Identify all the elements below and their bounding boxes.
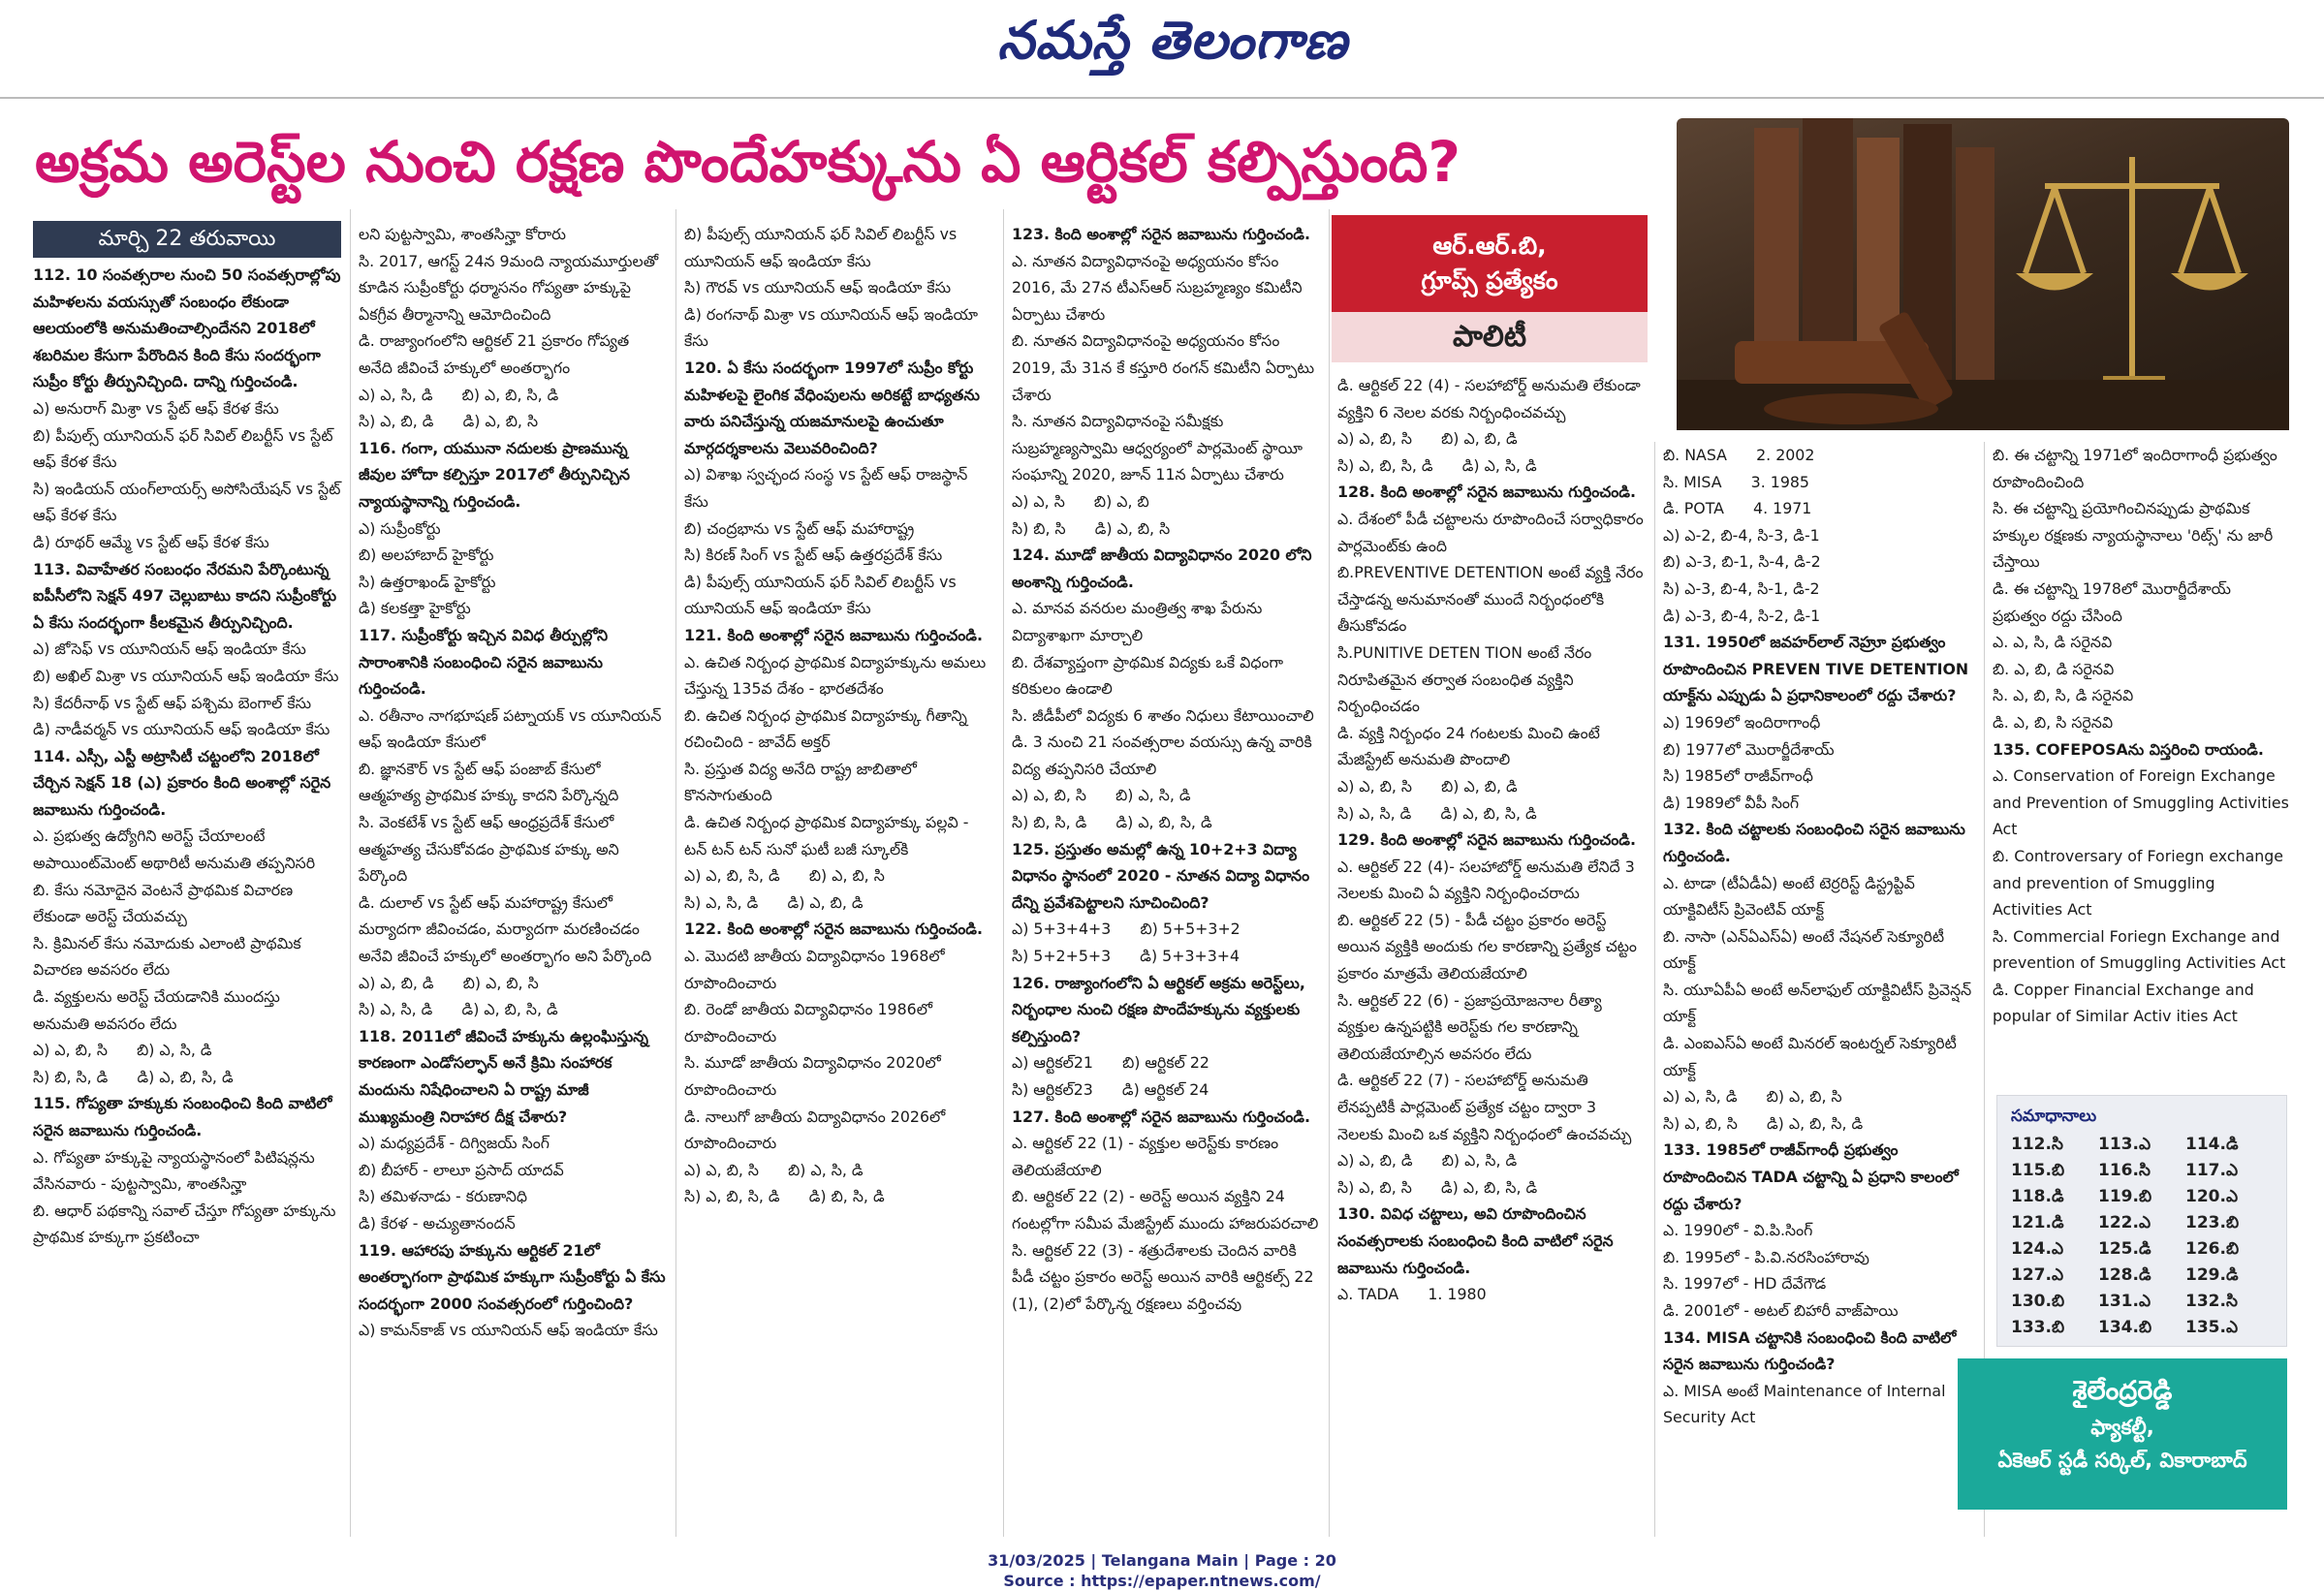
option-text: డి. వ్యక్తులను అరెస్ట్ చేయడానికి ముందస్తు అనుమతి అవసరం లేదు (33, 987, 285, 1033)
answers-grid (2011, 1133, 2273, 1340)
option-text: సి) గౌరవ్ vs యూనియన్ ఆఫ్ ఇండియా కేసు (684, 278, 952, 297)
answer-key-item: 116.సి (2098, 1161, 2151, 1180)
question-text: 129. కింది అంశాల్లో సరైన జవాబును గుర్తించండి. (1337, 830, 1636, 850)
option-pair: ఎ) ఎ, సి, డి బి) ఎ, బి, సి, డి (359, 385, 559, 404)
column-6 (1663, 442, 1975, 1541)
option-text: ఎ. Conservation of Foreign Exchange and Prevention of Smuggling Activities Act (1993, 766, 2294, 839)
answers-box (1996, 1095, 2287, 1347)
option-text: డి) రూథర్ ఆమ్మే vs స్టేట్ ఆఫ్ కేరళ కేసు (33, 532, 269, 551)
option-text: డి) కలకత్తా హైకోర్టు (359, 599, 471, 618)
option-text: ఎ. టాడా (టీఏడీఏ) అంటే టెర్రరిస్ట్ డిస్ట్రప్టివ్ యాక్టివిటీస్ ప్రివెంటివ్ యాక్ట్ (1663, 873, 1920, 920)
answers-title: సమాధానాలు (2011, 1107, 2097, 1126)
option-text: బి. ఈ చట్టాన్ని 1971లో ఇందిరాగాంధీ ప్రభుత్వం రూపొందించింది (1993, 446, 2282, 491)
option-text: ఎ. ఆర్టికల్ 22 (1) - వ్యక్తుల అరెస్ట్‌కు కారణం తెలియజేయాలి (1012, 1134, 1284, 1179)
option-text: ఎ. ఎ, సి, డి సరైనవి (1993, 633, 2113, 652)
column-3-body (684, 221, 994, 1210)
answer-key-item: 131.ఎ (2098, 1292, 2151, 1311)
column-1 (33, 221, 346, 1541)
option-text: సి. ఆర్టికల్ 22 (6) - ప్రజాప్రయోజనాల రీత్యా వ్యక్తుల ఉన్నపట్టికి అరెస్ట్‌కు గల కారణాన్ని తెలియజేయాల్సిన అవసరం లేదు (1337, 990, 1607, 1063)
column-4-body (1012, 221, 1320, 1317)
option-text: డి. 2001లో - అటల్ బిహారీ వాజ్‌పాయి (1663, 1301, 1899, 1320)
column-2 (359, 221, 672, 1541)
rubric-line-1: ఆర్.ఆర్.బి, (1432, 232, 1547, 260)
option-text: బి) అలహాబాద్ హైకోర్టు (359, 546, 494, 565)
option-text: డి) పీపుల్స్ యూనియన్ ఫర్ సివిల్ లిబర్టీస్ vs యూనియన్ ఆఫ్ ఇండియా కేసు (684, 572, 961, 618)
option-pair: ఎ) ఎ, సి బి) ఎ, బి (1012, 491, 1149, 511)
option-text: సి.PUNITIVE DETEN TION అంటే నేరం నిరూపితమైన తర్వాత సంబంధిత వ్యక్తిని నిర్బంధించడం (1337, 642, 1597, 716)
question-text: 123. కింది అంశాల్లో సరైన జవాబును గుర్తించండి. (1012, 225, 1310, 243)
option-text: సి. Commercial Foriegn Exchange and prevention of Smuggling Activities Act (1993, 926, 2286, 973)
page-footer (0, 1550, 2324, 1591)
option-text: ఎ. TADA 1. 1980 (1337, 1285, 1487, 1304)
option-text: బి. నాసా (ఎన్ఏఎస్ఏ) అంటే నేషనల్ సెక్యూరిటీ యాక్ట్ (1663, 926, 1950, 973)
question-text: 130. వివిధ చట్టాలు, అవి రూపొందించిన సంవత్సరాలకు సంబంధించి కింది వాటిలో సరైన జవాబును గుర్తించండి. (1337, 1204, 1619, 1277)
option-text: బి. నూతన విద్యావిధానంపై అధ్యయనం కోసం 2019, మే 31న కే కస్తూరి రంగన్ కమిటీని ఏర్పాటు చేశారు (1012, 331, 1320, 404)
answer-key-item: 127.ఎ (2011, 1265, 2064, 1285)
footer-date-edition: 31/03/2025 | Telangana Main | Page : 20 (988, 1551, 1336, 1570)
option-text: సి. నూతన విద్యావిధానంపై సమీక్షకు సుబ్రహ్మణ్యస్వామి ఆధ్వర్యంలో పార్లమెంట్ స్థాయీ సంఘాన్ని 2020, జూన్ 11న ఏర్పాటు చేశారు (1012, 412, 1307, 484)
author-byline (1958, 1358, 2287, 1510)
answer-key-item: 135.ఎ (2185, 1318, 2239, 1337)
option-text: డి. ఆర్టికల్ 22 (7) - సలహాబోర్డ్ అనుమతి లేనప్పటికీ పార్లమెంట్ ప్రత్యేక చట్టం ద్వారా 3 నెలలకు మించి ఒక వ్యక్తిని నిర్బంధంలో ఉంచవచ్చు (1337, 1071, 1632, 1143)
option-text: బి.PREVENTIVE DETENTION అంటే వ్యక్తి నేరం చేస్తాడన్న అనుమానంతో ముందే నిర్బంధంలోకి తీసుకోవడం (1337, 563, 1649, 636)
option-text: ఎ. రతీనాం నాగభూషణ్ పట్నాయక్ vs యూనియన్ ఆఫ్ ఇండియా కేసులో (359, 705, 667, 752)
answer-key-item: 114.డి (2185, 1135, 2239, 1154)
option-text: బి) 1977లో మొరార్జీదేశాయ్ (1663, 739, 1835, 759)
option-text: ఎ. ప్రభుత్వ ఉద్యోగిని అరెస్ట్ చేయాలంటే అపాయింట్‌మెంట్ అథారిటీ అనుమతి తప్పనిసరి (33, 827, 316, 873)
top-divider (0, 97, 2324, 99)
option-text: సి. వెంకటేశ్ vs స్టేట్ ఆఫ్ ఆంధ్రప్రదేశ్ కేసులో ఆత్మహత్య చేసుకోవడం ప్రాథమిక హక్కు అని పేర్కొంది (359, 813, 624, 886)
column-4 (1012, 221, 1320, 1541)
option-text: ఎ) జోసెఫ్ vs యూనియన్ ఆఫ్ ఇండియా కేసు (33, 640, 306, 659)
column-divider (675, 209, 676, 1537)
option-text: సి) కిరణ్ సింగ్ vs స్టేట్ ఆఫ్ ఉత్తరప్రదేశ్ కేసు (684, 546, 943, 565)
question-text: 127. కింది అంశాల్లో సరైన జవాబును గుర్తించండి. (1012, 1107, 1310, 1126)
option-text: ఎ. మానవ వనరుల మంత్రిత్వ శాఖ పేరును విద్యాశాఖగా మార్చాలి (1012, 599, 1268, 644)
option-text: బి. ఆర్టికల్ 22 (5) - పీడీ చట్టం ప్రకారం అరెస్ట్ అయిన వ్యక్తికి అందుకు గల కారణాన్ని ప్రత్యేక చట్టం ప్రకారం మాత్రమే తెలియజేయాలి (1337, 910, 1642, 983)
option-text: ఎ. ఉచిత నిర్బంధ ప్రాథమిక విద్యాహక్కును అమలు చేస్తున్న 135వ దేశం - భారతదేశం (684, 652, 991, 699)
option-text: సి. ఈ చట్టాన్ని ప్రయోగించినప్పుడు ప్రాథమిక హక్కుల రక్షణకు న్యాయస్థానాలు 'రిట్స్' ను జారీ చేస్తాయి (1993, 499, 2278, 572)
answer-key-item: 118.డి (2011, 1187, 2064, 1206)
question-text: 120. ఏ కేసు సందర్భంగా 1997లో సుప్రీం కోర్టు మహిళలపై లైంగిక వేధింపులను అరికట్టే బాధ్యతను వారు పనిచేస్తున్న యజమానులపై ఉంచుతూ మార్గదర్శకాలను వెలువరించింది? (684, 358, 986, 457)
option-text: డి. Copper Financial Exchange and popular of Similar Activ ities Act (1993, 980, 2259, 1026)
headline: అక్రమ అరెస్ట్‌ల నుంచి రక్షణ పొందేహక్కును ఏ ఆర్టికల్ కల్పిస్తుంది? (35, 129, 1461, 195)
option-text: ఎ. మొదటి జాతీయ విద్యావిధానం 1968లో రూపొందించారు (684, 947, 950, 992)
answer-key-item: 134.బి (2098, 1318, 2152, 1337)
option-text: డి) 1989లో వీపీ సింగ్ (1663, 793, 1800, 812)
question-text: 112. 10 సంవత్సరాల నుంచి 50 సంవత్సరాల్లోపు మహిళలను వయస్సుతో సంబంధం లేకుండా ఆలయంలోకి అనుమతించాల్సిందేనని 2018లో శబరిమల కేసుగా పేరొందిన కింది కేసు సందర్భంగా సుప్రీం కోర్టు తీర్పునిచ్చింది. దాన్ని గుర్తించండి. (33, 265, 346, 391)
question-text: 133. 1985లో రాజీవ్‌గాంధీ ప్రభుత్వం రూపొందించిన TADA చట్టాన్ని ఏ ప్రధాని కాలంలో రద్దు చేశారు? (1663, 1140, 1964, 1213)
option-text: బి) బీహార్ - లాలూ ప్రసాద్ యాదవ్ (359, 1160, 564, 1179)
option-text: ఎ. దేశంలో పీడీ చట్టాలను రూపొందించే సర్వాధికారం పార్లమెంట్‌కు ఉంది (1337, 509, 1649, 555)
option-text: సి. ఎ, బి, సి, డి సరైనవి (1993, 686, 2134, 705)
option-text: బి. ఆధార్ పథకాన్ని సవాల్ చేస్తూ గోప్యతా హక్కును ప్రాథమిక హక్కుగా ప్రకటించా (33, 1201, 341, 1247)
option-text: డి. ఈ చట్టాన్ని 1978లో మొరార్జీదేశాయ్ ప్రభుత్వం రద్దు చేసింది (1993, 578, 2236, 625)
option-text: బి. కేసు నమోదైన వెంటనే ప్రాథమిక విచారణ లేకుండా అరెస్ట్ చేయవచ్చు (33, 880, 298, 926)
question-text: 113. వివాహేతర సంబంధం నేరమని పేర్కొంటున్న ఐపీసీలోని సెక్షన్ 497 చెల్లుబాటు కాదని సుప్రీంకోర్టు ఏ కేసు సందర్భంగా కీలకమైన తీర్పునిచ్చింది. (33, 559, 342, 632)
option-text: సి. ఆర్టికల్ 22 (3) - శత్రుదేశాలకు చెందిన వారికి పీడీ చట్టం ప్రకారం అరెస్ట్ అయిన వారికి ఆర్టికల్స్ 22 (1), (2)లో పేర్కొన్న రక్షణలు వర్తించవు (1012, 1240, 1319, 1313)
column-7-body (1993, 442, 2294, 1030)
option-text: ఎ) మధ్యప్రదేశ్ - దిగ్విజయ్ సింగ్ (359, 1134, 550, 1153)
section-header: మార్చి 22 తరువాయి (33, 221, 341, 258)
option-text: ఎ) కామన్‌కాజ్ vs యూనియన్ ఆఫ్ ఇండియా కేసు (359, 1321, 658, 1340)
option-text: డి. నాలుగో జాతీయ విద్యావిధానం 2026లో రూపొందించారు (684, 1107, 951, 1153)
question-text: 117. సుప్రీంకోర్టు ఇచ్చిన వివిధ తీర్పుల్లోని సారాంశానికి సంబంధించి సరైన జవాబును గుర్తించండి. (359, 625, 613, 699)
question-text: 114. ఎస్సీ, ఎస్టీ అట్రాసిటీ చట్టంలోని 2018లో చేర్చిన సెక్షన్ 18 (ఎ) ప్రకారం కింది అంశాల్లో సరైన జవాబును గుర్తించండి. (33, 746, 336, 819)
option-text: డి. ఆర్టికల్ 22 (4) - సలహాబోర్డ్ అనుమతి లేకుండా వ్యక్తిని 6 నెలల వరకు నిర్బంధించవచ్చు (1337, 376, 1646, 421)
option-text: ఎ. ఆర్టికల్ 22 (4)- సలహాబోర్డ్ అనుమతి లేనిదే 3 నెలలకు మించి ఏ వ్యక్తిని నిర్బంధించరాదు (1337, 857, 1640, 903)
option-text: బి. NASA 2. 2002 (1663, 446, 1815, 464)
column-divider (350, 209, 351, 1537)
option-text: బి. 1995లో - పి.వి.నరసింహారావు (1663, 1247, 1869, 1266)
answer-key-item: 117.ఎ (2185, 1161, 2239, 1180)
option-text: లని పుట్టస్వామి, శాంతసిన్హా కోరారు (359, 225, 566, 243)
scales-gavel-books-icon (1677, 118, 2289, 430)
option-text: సి) ఉత్తరాఖండ్ హైకోర్టు (359, 572, 496, 591)
question-text: 115. గోప్యతా హక్కుకు సంబంధించి కింది వాటిలో సరైన జవాబును గుర్తించండి. (33, 1094, 337, 1139)
author-name: శైలేంద్రరెడ్డి (2072, 1376, 2173, 1406)
option-text: బి) పీపుల్స్ యూనియన్ ఫర్ సివిల్ లిబర్టీస్ vs స్టేట్ ఆఫ్ కేరళ కేసు (33, 425, 338, 472)
option-text: సి. ప్రస్తుత విద్య అనేది రాష్ట్ర జాబితాలో కొనసాగుతుంది (684, 759, 922, 805)
series-rubric (1332, 215, 1648, 362)
option-pair: సి) ఎ, సి, డి డి) ఎ, బి, డి (684, 892, 864, 912)
column-2-body (359, 221, 672, 1344)
option-pair: సి) బి, సి, డి డి) ఎ, బి, సి, డి (1012, 813, 1212, 832)
option-text: డి. 3 నుంచి 21 సంవత్సరాల వయస్సు ఉన్న వారికి విద్య తప్పనిసరి చేయాలి (1012, 733, 1317, 778)
answer-key-item: 113.ఎ (2098, 1135, 2151, 1154)
option-pair: ఎ) ఎ, సి, డి బి) ఎ, బి, సి (1663, 1087, 1842, 1107)
answer-key-item: 122.ఎ (2098, 1213, 2151, 1232)
column-7 (1993, 442, 2294, 1085)
answer-key-item: 119.బి (2098, 1187, 2152, 1206)
option-text: సి. 2017, ఆగస్ట్ 24న 9మంది న్యాయమూర్తులతో కూడిన సుప్రీంకోర్టు ధర్మాసనం గోప్యతా హక్కుపై ఏకగ్రీవ తీర్మానాన్ని ఆమోదించింది (359, 251, 664, 324)
answer-key-item: 133.బి (2011, 1318, 2065, 1337)
option-pair: సి) ఎ, సి, డి డి) ఎ, బి, సి, డి (1337, 803, 1537, 823)
option-text: డి. POTA 4. 1971 (1663, 499, 1812, 518)
option-text: డి. ఉచిత నిర్బంధ ప్రాథమిక విద్యాహక్కు పల్లవి - టన్ టన్ టన్ సునో ఘటీ బజీ స్కూల్‌కి (684, 813, 974, 858)
option-text: బి) పీపుల్స్ యూనియన్ ఫర్ సివిల్ లిబర్టీస్ vs యూనియన్ ఆఫ్ ఇండియా కేసు (684, 225, 962, 270)
question-text: 128. కింది అంశాల్లో సరైన జవాబును గుర్తించండి. (1337, 483, 1636, 502)
answer-key-item: 129.డి (2185, 1265, 2239, 1285)
column-divider (1003, 209, 1004, 1537)
rubric-subject: పాలిటీ (1332, 312, 1648, 362)
option-pair: సి) ఎ, బి, డి డి) ఎ, బి, సి (359, 412, 539, 431)
option-pair: ఎ) ఎ, బి, సి బి) ఎ, సి, డి (1012, 786, 1191, 805)
option-text: సి) 1985లో రాజీవ్‌గాంధీ (1663, 766, 1813, 786)
answer-key-item: 121.డి (2011, 1213, 2064, 1232)
option-text: ఎ. నూతన విద్యావిధానంపై అధ్యయనం కోసం 2016, మే 27న టీఎస్ఆర్ సుబ్రహ్మణ్యం కమిటీని ఏర్పాటు చేశారు (1012, 251, 1307, 324)
option-text: సి. క్రిమినల్ కేసు నమోదుకు ఎలాంటి ప్రాథమిక విచారణ అవసరం లేదు (33, 933, 306, 980)
option-text: సి) ఎ-3, బి-4, సి-1, డి-2 (1663, 578, 1820, 598)
question-text: 134. MISA చట్టానికి సంబంధించి కింది వాటిలో సరైన జవాబును గుర్తించండి? (1663, 1327, 1962, 1374)
option-text: సి) కేదరీనాథ్ vs స్టేట్ ఆఫ్ పశ్చిమ బెంగాల్ కేసు (33, 693, 312, 712)
question-text: 124. మూడో జాతీయ విద్యావిధానం 2020 లోని అంశాన్ని గుర్తించండి. (1012, 546, 1317, 591)
option-text: బి. ఎ, బి, డి సరైనవి (1993, 659, 2115, 678)
column-5-body (1337, 372, 1649, 1308)
option-text: డి. దులాల్ vs స్టేట్ ఆఫ్ మహారాష్ట్ర కేసులో మర్యాదగా జీవించడం, మర్యాదగా మరణించడం అనేవి జీవించే హక్కులో అంతర్భాగం అని పేర్కొంది (359, 892, 652, 966)
option-text: ఎ) సుప్రీంకోర్టు (359, 518, 441, 538)
option-text: సి) తమిళనాడు - కరుణానిధి (359, 1187, 528, 1206)
question-text: 125. ప్రస్తుతం అమల్లో ఉన్న 10+2+3 విద్యా విధానం స్థానంలో 2020 - నూతన విద్యా విధానం దేన్ని ప్రవేశపెట్టాలని సూచించింది? (1012, 839, 1315, 912)
option-text: బి. Controversary of Foriegn exchange and prevention of Smuggling Activities Act (1993, 846, 2289, 920)
option-pair: ఎ) ఎ, బి, సి బి) ఎ, సి, డి (33, 1041, 212, 1060)
answer-key-item: 123.బి (2185, 1213, 2240, 1232)
option-pair: ఎ) ఎ, బి, డి బి) ఎ, బి, సి (359, 973, 539, 992)
question-text: 116. గంగా, యమునా నదులకు ప్రాణమున్న జీవుల హోదా కల్పిస్తూ 2017లో తీర్పునిచ్చిన న్యాయస్థానాన్ని గుర్తించండి. (359, 438, 636, 511)
option-pair: సి) ఆర్టికల్23 డి) ఆర్టికల్ 24 (1012, 1080, 1209, 1099)
option-text: బి. రెండో జాతీయ విద్యావిధానం 1986లో రూపొందించారు (684, 1000, 937, 1045)
answer-key-item: 120.ఎ (2185, 1187, 2239, 1206)
option-text: సి. యూఏపీఏ అంటే అన్‌లాఫుల్ యాక్టివిటీస్ ప్రివెన్షన్ యాక్ట్ (1663, 980, 1977, 1026)
option-text: డి) నాడీవర్మన్ vs యూనియన్ ఆఫ్ ఇండియా కేసు (33, 720, 330, 739)
option-text: ఎ) అనురాగ్ మిశ్రా vs స్టేట్ ఆఫ్ కేరళ కేసు (33, 398, 279, 418)
option-text: సి) ఇండియన్ యంగ్‌లాయర్స్ అసోసియేషన్ vs స్టేట్ ఆఫ్ కేరళ కేసు (33, 479, 346, 525)
option-text: బి. ఉచిత నిర్బంధ ప్రాథమిక విద్యాహక్కు గీతాన్ని రచించింది - జావేద్ అక్తర్ (684, 705, 973, 752)
option-pair: ఎ) ఆర్టికల్21 బి) ఆర్టికల్ 22 (1012, 1053, 1209, 1073)
author-organization: ఏకెఆర్ స్టడీ సర్కిల్, వికారాబాద్ (1997, 1449, 2247, 1472)
option-text: డి) ఎ-3, బి-4, సి-2, డి-1 (1663, 606, 1821, 625)
column-5 (1337, 372, 1649, 1541)
option-pair: సి) ఎ, బి, సి, డి డి) ఎ, సి, డి (1337, 455, 1537, 475)
option-pair: ఎ) ఎ, బి, సి బి) ఎ, సి, డి (684, 1160, 864, 1179)
option-text: డి. ఎ, బి, సి సరైనవి (1993, 712, 2114, 732)
answer-key-item: 125.డి (2098, 1239, 2151, 1259)
option-pair: ఎ) ఎ, బి, డి బి) ఎ, సి, డి (1337, 1151, 1518, 1170)
answer-key-item: 132.సి (2185, 1292, 2238, 1311)
column-divider (1654, 442, 1655, 1537)
answer-key-item: 130.బి (2011, 1292, 2065, 1311)
option-pair: సి) 5+2+5+3 డి) 5+3+3+4 (1012, 947, 1241, 966)
question-text: 126. రాజ్యాంగంలోని ఏ ఆర్టికల్ అక్రమ అరెస్ట్‌లు, నిర్బంధాల నుంచి రక్షణ పొందేహక్కును వ్యక్తులకు కల్పిస్తుంది? (1012, 973, 1311, 1045)
option-text: డి) కేరళ - అచ్యుతానందన్ (359, 1213, 516, 1232)
rubric-line-2: గ్రూప్స్ ప్రత్యేకం (1421, 266, 1558, 295)
question-text: 122. కింది అంశాల్లో సరైన జవాబును గుర్తించండి. (684, 920, 983, 939)
option-pair: ఎ) ఎ, బి, సి, డి బి) ఎ, బి, సి (684, 866, 885, 886)
rubric-series-title (1332, 215, 1648, 312)
question-text: 119. ఆహారపు హక్కును ఆర్టికల్ 21లో అంతర్భాగంగా ప్రాథమిక హక్కుగా సుప్రీంకోర్టు ఏ కేసు సందర్భంగా 2000 సంవత్సరంలో గుర్తించింది? (359, 1240, 672, 1313)
column-3 (684, 221, 994, 1541)
option-text: ఎ) విశాఖ స్వచ్ఛంద సంస్థ vs స్టేట్ ఆఫ్ రాజస్థాన్ కేసు (684, 465, 973, 511)
answer-key-item: 115.బి (2011, 1161, 2065, 1180)
option-pair: ఎ) 5+3+4+3 బి) 5+5+3+2 (1012, 920, 1241, 939)
option-text: డి. వ్యక్తి నిర్బంధం 24 గంటలకు మించి ఉంటే మేజిస్ట్రేట్ అనుమతి పొందాలి (1337, 723, 1605, 769)
option-text: బి) అఖిల్ మిశ్రా vs యూనియన్ ఆఫ్ ఇండియా కేసు (33, 666, 339, 685)
option-text: సి. జీడీపీలో విద్యకు 6 శాతం నిధులు కేటాయించాలి (1012, 705, 1314, 725)
option-text: ఎ. MISA అంటే Maintenance of Internal Security Act (1663, 1381, 1951, 1427)
column-divider (1329, 209, 1330, 1537)
question-text: 118. 2011లో జీవించే హక్కును ఉల్లంఘిస్తున్న కారణంగా ఎండోసల్ఫాన్ అనే క్రిమి సంహారక మందును నిషేధించాలని ఏ రాష్ట్ర మాజీ ముఖ్యమంత్రి నిరాహార దీక్ష చేశారు? (359, 1026, 654, 1126)
option-pair: సి) ఎ, సి, డి డి) ఎ, బి, సి, డి (359, 1000, 558, 1019)
option-text: డి. ఎంఐఎస్ఏ అంటే మినరల్ ఇంటర్నల్ సెక్యూరిటీ యాక్ట్ (1663, 1034, 1962, 1079)
option-text: సి. మూడో జాతీయ విద్యావిధానం 2020లో రూపొందించారు (684, 1053, 946, 1099)
option-text: ఎ) ఎ-2, బి-4, సి-3, డి-1 (1663, 525, 1820, 545)
option-pair: ఎ) ఎ, బి, సి బి) ఎ, బి, డి (1337, 776, 1518, 796)
option-text: డి) రంగనాథ్ మిశ్రా vs యూనియన్ ఆఫ్ ఇండియా కేసు (684, 304, 984, 351)
option-text: ఎ) 1969లో ఇందిరాగాంధీ (1663, 712, 1821, 732)
option-text: సి. MISA 3. 1985 (1663, 472, 1809, 491)
author-role: ఫ్యాకల్టీ, (2090, 1416, 2154, 1439)
question-text: 132. కింది చట్టాలకు సంబంధించి సరైన జవాబును గుర్తించండి. (1663, 820, 1971, 865)
option-pair: ఎ) ఎ, బి, సి బి) ఎ, బి, డి (1337, 429, 1518, 449)
answer-key-item: 124.ఎ (2011, 1239, 2064, 1259)
option-text: బి. దేశవ్యాప్తంగా ప్రాథమిక విద్యకు ఒకే విధంగా కరికులం ఉండాలి (1012, 652, 1289, 699)
option-text: ఎ. 1990లో - వి.పి.సింగ్ (1663, 1221, 1813, 1240)
masthead-logo: నమస్తే తెలంగాణ (997, 9, 1348, 71)
footer-source-link[interactable]: Source : https://epaper.ntnews.com/ (1003, 1572, 1321, 1590)
option-text: బి. జ్ఞానకౌర్ vs స్టేట్ ఆఫ్ పంజాబ్ కేసులో ఆత్మహత్య ప్రాథమిక హక్కు కాదని పేర్కొన్నది (359, 759, 619, 805)
answer-key-item: 126.బి (2185, 1239, 2240, 1259)
option-pair: సి) బి, సి డి) ఎ, బి, సి (1012, 518, 1171, 538)
photo-scales-gavel (1677, 118, 2289, 430)
question-text: 131. 1950లో జవహర్‌లాల్ నెహ్రూ ప్రభుత్వం రూపొందించిన PREVEN TIVE DETENTION యాక్ట్‌ను ఎప్పుడు ఏ ప్రధానికాలంలో రద్దు చేశారు? (1663, 633, 1974, 705)
option-pair: సి) బి, సి, డి డి) ఎ, బి, సి, డి (33, 1067, 234, 1086)
question-text: 135. COFEPOSAను విస్తరించి రాయండి. (1993, 739, 2264, 759)
option-text: డి. రాజ్యాంగంలోని ఆర్టికల్ 21 ప్రకారం గోప్యత అనేది జీవించే హక్కులో అంతర్భాగం (359, 331, 635, 377)
option-text: బి. ఆర్టికల్ 22 (2) - అరెస్ట్ అయిన వ్యక్తిని 24 గంటల్లోగా సమీప మేజిస్ట్రేట్ ముందు హాజరుపరచాలి (1012, 1187, 1319, 1232)
option-pair: సి) ఎ, బి, సి, డి డి) బి, సి, డి (684, 1187, 885, 1206)
option-pair: సి) ఎ, బి, సి డి) ఎ, బి, సి, డి (1337, 1177, 1538, 1197)
column-1-body (33, 262, 346, 1251)
option-text: బి) ఎ-3, బి-1, సి-4, డి-2 (1663, 552, 1821, 572)
answer-key-item: 128.డి (2098, 1265, 2151, 1285)
option-text: సి. 1997లో - HD దేవేగౌడ (1663, 1274, 1827, 1294)
option-text: బి) చంద్రభాను vs స్టేట్ ఆఫ్ మహారాష్ట్ర (684, 518, 915, 538)
option-text: ఎ. గోప్యతా హక్కుపై న్యాయస్థానంలో పిటిషన్లను వేసినవారు - పుట్టస్వామి, శాంతసిన్హా (33, 1147, 320, 1194)
option-pair: సి) ఎ, బి, సి డి) ఎ, బి, సి, డి (1663, 1113, 1864, 1133)
answer-key-item: 112.సి (2011, 1135, 2063, 1154)
column-6-body (1663, 442, 1975, 1431)
question-text: 121. కింది అంశాల్లో సరైన జవాబును గుర్తించండి. (684, 625, 983, 644)
